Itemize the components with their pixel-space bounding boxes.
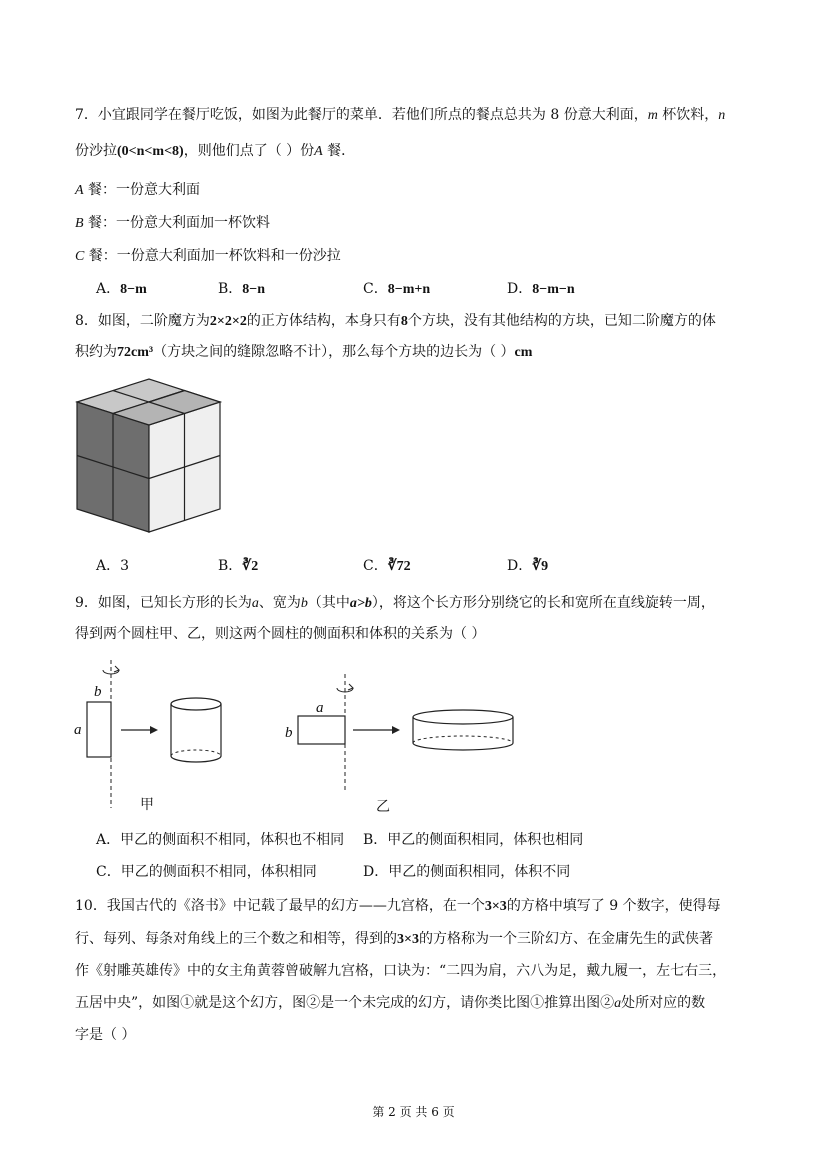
q8-line1: 8．如图，二阶魔方为2×2×2的正方体结构，本身只有8个方块，没有其他结构的方块，已知二阶魔方的体 [75,313,716,329]
page-footer: 第 2 页 共 6 页 [372,1105,455,1119]
svg-text:b: b [285,725,293,741]
q9-option-a: A．甲乙的侧面积不相同，体积也不相同 [96,832,345,848]
q7-menu-b: B 餐：一份意大利面加一杯饮料 [75,215,271,231]
q7-option-d: D．8−m−n [507,281,575,297]
q10-line3: 作《射雕英雄传》中的女主角黄蓉曾破解九宫格，口诀为：“二四为肩，六八为足，戴九履一，左七右三， [75,963,727,979]
q7-menu-a: A 餐：一份意大利面 [75,182,201,198]
q7-option-b: B．8−n [218,281,266,297]
q7-line1: 7．小宜跟同学在餐厅吃饭，如图为此餐厅的菜单．若他们所点的餐点总共为 8 份意大利面，m 杯饮料，n [75,107,726,123]
q9-option-c: C．甲乙的侧面积不相同，体积相同 [96,864,317,880]
q8-option-d: D．∛9 [507,558,549,574]
svg-text:a: a [316,700,324,716]
q8-option-b: B．∛2 [218,558,259,574]
q8-option-a: A．3 [96,558,130,574]
figure-jia [74,660,221,808]
q9-line2: 得到两个圆柱甲、乙，则这两个圆柱的侧面积和体积的关系为（ ） [75,626,486,642]
q9-option-d: D．甲乙的侧面积相同，体积不同 [363,864,571,880]
rubik-cube-figure [74,376,224,536]
q10-line5: 字是（ ） [75,1027,136,1043]
q9-line1: 9．如图，已知长方形的长为a、宽为b（其中a>b），将这个长方形分别绕它的长和宽所在直线旋转一周， [75,595,715,611]
q8-option-c: C．∛72 [363,558,411,574]
figure-yi [285,674,513,790]
q7-line2: 份沙拉(0<n<m<8)，则他们点了（ ）份A 餐． [75,143,356,159]
q10-line4: 五居中央”，如图①就是这个幻方，图②是一个未完成的幻方，请你类比图①推算出图②a处所对应的数 [75,995,706,1011]
svg-text:a: a [74,722,82,738]
q8-line2: 积约为72cm³（方块之间的缝隙忽略不计），那么每个方块的边长为（ ）cm [75,344,533,360]
figure-label-jia: 甲 [140,797,154,813]
q10-line1: 10．我国古代的《洛书》中记载了最早的幻方——九宫格，在一个3×3的方格中填写了 9 个数字，使得每 [75,898,721,914]
q9-option-b: B．甲乙的侧面积相同，体积也相同 [363,832,584,848]
q7-option-a: A．8−m [96,281,147,297]
q10-line2: 行、每列、每条对角线上的三个数之和相等，得到的3×3的方格称为一个三阶幻方、在金庸先生的武侠著 [75,931,713,947]
svg-text:b: b [94,684,102,700]
q7-option-c: C．8−m+n [363,281,431,297]
cylinder-rotation-figure [70,660,530,820]
q7-menu-c: C 餐：一份意大利面加一杯饮料和一份沙拉 [75,248,341,264]
figure-label-yi: 乙 [376,799,390,815]
